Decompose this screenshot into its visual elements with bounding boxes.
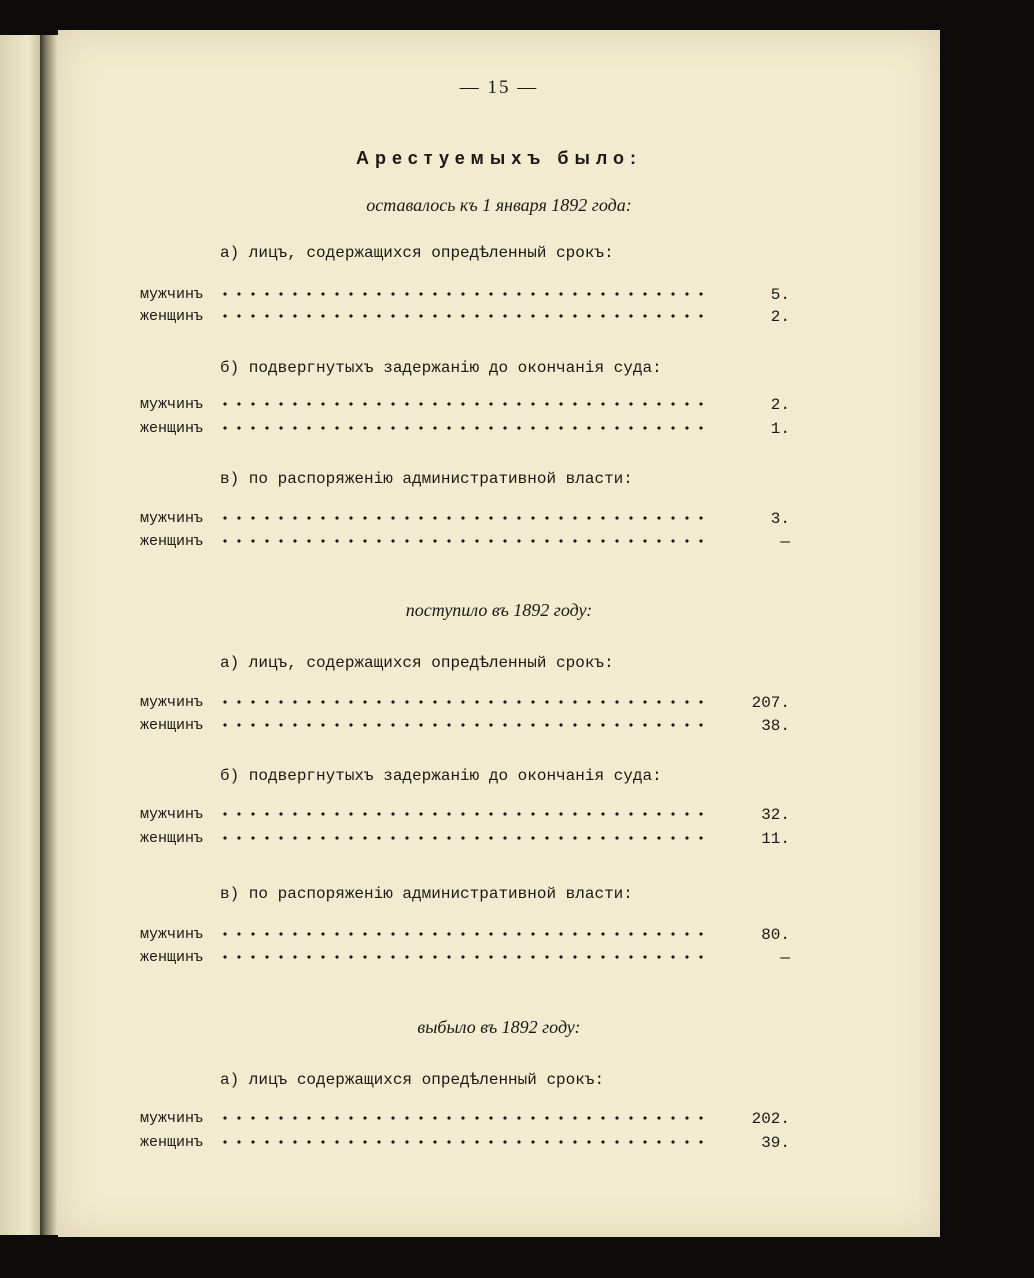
document-page bbox=[58, 30, 940, 1237]
table-row bbox=[140, 926, 790, 948]
row-label: мужчинъ bbox=[140, 694, 204, 711]
row-label: женщинъ bbox=[140, 949, 204, 966]
dot-leader bbox=[218, 292, 710, 296]
page-heading: Арестуемыхъ было: bbox=[355, 148, 643, 168]
dot-leader bbox=[218, 539, 710, 543]
table-row bbox=[140, 949, 790, 971]
subsection-title: б) подвергнутыхъ задержанію до окончанія суда: bbox=[220, 767, 662, 785]
table-row bbox=[140, 286, 790, 308]
row-label: женщинъ bbox=[140, 830, 204, 847]
dot-leader bbox=[218, 516, 710, 520]
subsection-title: в) по распоряженію административной власти: bbox=[220, 470, 633, 488]
page-number: — 15 — bbox=[459, 77, 539, 98]
row-label: мужчинъ bbox=[140, 396, 204, 413]
dot-leader bbox=[218, 836, 710, 840]
table-row bbox=[140, 830, 790, 852]
row-label: женщинъ bbox=[140, 308, 204, 325]
row-value: — bbox=[780, 949, 790, 967]
row-value: — bbox=[780, 533, 790, 551]
row-value: 207. bbox=[751, 694, 790, 712]
table-row bbox=[140, 1110, 790, 1132]
row-label: мужчинъ bbox=[140, 806, 204, 823]
subsection-title: в) по распоряженію административной власти: bbox=[220, 885, 633, 903]
table-row bbox=[140, 396, 790, 418]
row-value: 3. bbox=[770, 510, 790, 528]
row-value: 2. bbox=[770, 396, 790, 414]
row-label: женщинъ bbox=[140, 533, 204, 550]
row-label: мужчинъ bbox=[140, 926, 204, 943]
subsection-title: а) лицъ, содержащихся опредѣленный срокъ: bbox=[220, 244, 614, 262]
row-label: женщинъ bbox=[140, 1134, 204, 1151]
row-value: 2. bbox=[770, 308, 790, 326]
dot-leader bbox=[218, 955, 710, 959]
table-row bbox=[140, 510, 790, 532]
subsection-title: б) подвергнутыхъ задержанію до окончанія суда: bbox=[220, 359, 662, 377]
row-label: мужчинъ bbox=[140, 1110, 204, 1127]
row-value: 38. bbox=[761, 717, 790, 735]
row-value: 5. bbox=[770, 286, 790, 304]
subsection-title: а) лицъ, содержащихся опредѣленный срокъ: bbox=[220, 654, 614, 672]
table-row bbox=[140, 694, 790, 716]
table-row bbox=[140, 717, 790, 739]
row-value: 80. bbox=[761, 926, 790, 944]
book-gutter bbox=[40, 35, 58, 1235]
dot-leader bbox=[218, 1116, 710, 1120]
dot-leader bbox=[218, 1140, 710, 1144]
table-row bbox=[140, 308, 790, 330]
row-value: 32. bbox=[761, 806, 790, 824]
table-row bbox=[140, 806, 790, 828]
row-value: 1. bbox=[770, 420, 790, 438]
subsection-title: а) лицъ содержащихся опредѣленный срокъ: bbox=[220, 1071, 605, 1089]
dot-leader bbox=[218, 402, 710, 406]
row-value: 202. bbox=[751, 1110, 790, 1128]
row-label: женщинъ bbox=[140, 420, 204, 437]
dot-leader bbox=[218, 932, 710, 936]
dot-leader bbox=[218, 426, 710, 430]
dot-leader bbox=[218, 812, 710, 816]
table-row bbox=[140, 1134, 790, 1156]
table-row bbox=[140, 533, 790, 555]
row-label: мужчинъ bbox=[140, 510, 204, 527]
row-value: 39. bbox=[761, 1134, 790, 1152]
row-label: мужчинъ bbox=[140, 286, 204, 303]
section-title-arrived: поступило въ 1892 году: bbox=[405, 600, 593, 620]
dot-leader bbox=[218, 700, 710, 704]
table-row bbox=[140, 420, 790, 442]
dot-leader bbox=[218, 723, 710, 727]
section-title-remained: оставалось къ 1 января 1892 года: bbox=[366, 195, 632, 215]
row-value: 11. bbox=[761, 830, 790, 848]
row-label: женщинъ bbox=[140, 717, 204, 734]
dot-leader bbox=[218, 314, 710, 318]
previous-page-edge bbox=[0, 35, 40, 1235]
section-title-left: выбыло въ 1892 году: bbox=[417, 1017, 581, 1037]
